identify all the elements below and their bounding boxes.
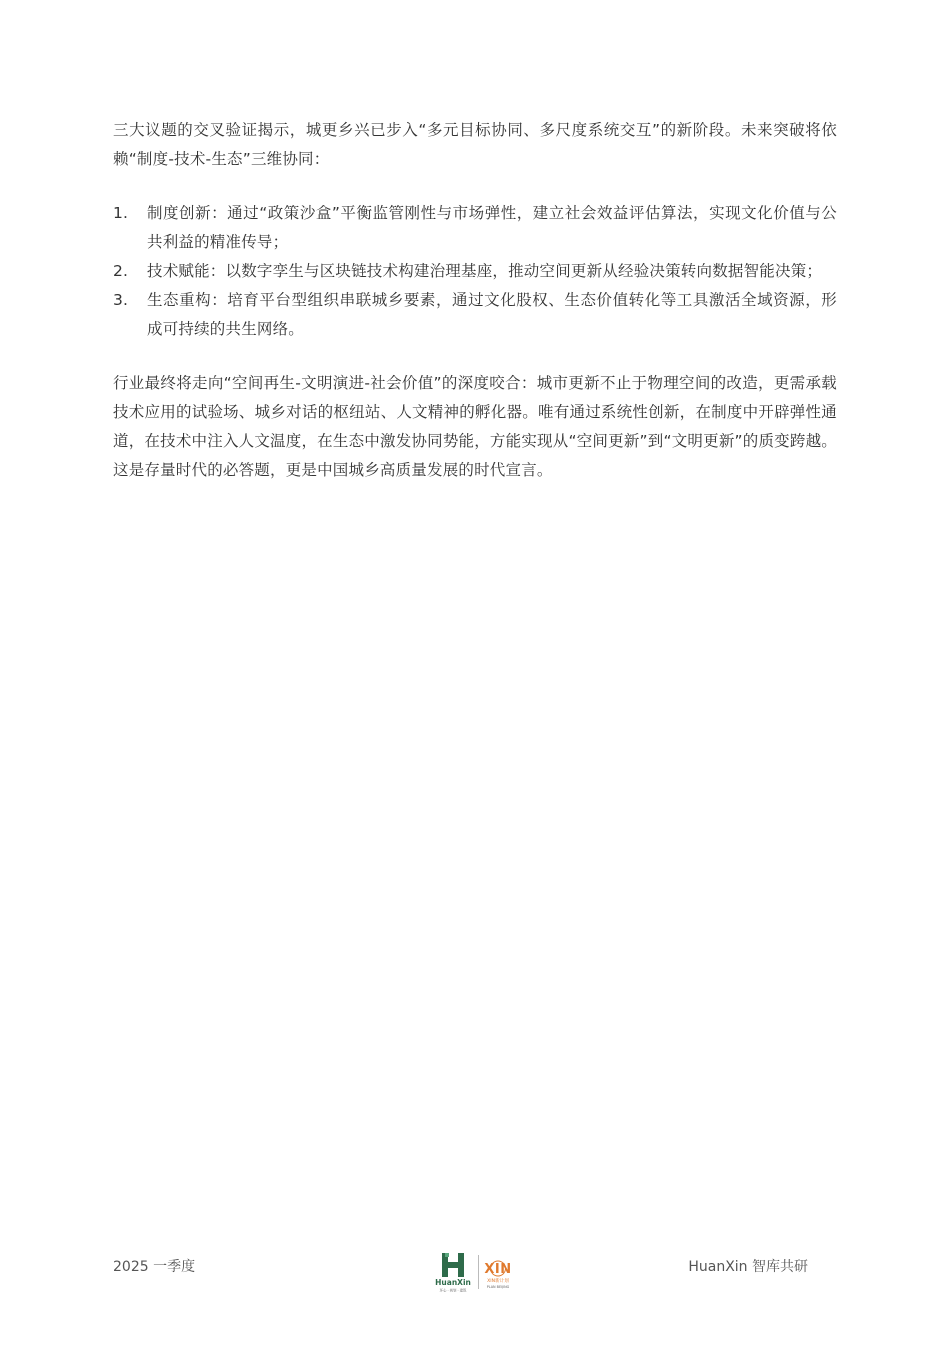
list-item-text: 技术赋能：以数字孪生与区块链技术构建治理基座，推动空间更新从经验决策转向数据智能决策； (147, 262, 823, 280)
conclusion-paragraph: 行业最终将走向“空间再生-文明演进-社会价值”的深度咬合：城市更新不止于物理空间的改造，更需承载技术应用的试验场、城乡对话的枢纽站、人文精神的孵化器。唯有通过系统性创新，在制度中开辟弹性通道，在技术中注入人文温度，在生态中激发协同势能，方能实现从“空间更新”到“文明更新”的质变跨越。这是存量时代的必答题，更是中国城乡高质量发展的时代宣言。 (113, 374, 837, 479)
logo-divider (478, 1255, 479, 1289)
huanxin-logo (432, 1251, 474, 1293)
list-item (113, 286, 837, 344)
list-item-text: 制度创新：通过“政策沙盒”平衡监管刚性与市场弹性，建立社会效益评估算法，实现文化价值与公共利益的精准传导； (147, 204, 837, 251)
xin-logo (482, 1251, 514, 1293)
list-item (113, 257, 837, 286)
xin-logo-tag: PLAN BEIJING (486, 1285, 510, 1289)
footer-brand: HuanXin 智库共研 (688, 1259, 808, 1275)
xin-logo-sub: XIN新计划 (487, 1279, 509, 1284)
list-item-number: 2. (113, 262, 129, 280)
synergy-list (113, 199, 837, 344)
list-item-text: 生态重构：培育平台型组织串联城乡要素，通过文化股权、生态价值转化等工具激活全域资源，形成可持续的共生网络。 (147, 291, 837, 338)
huanxin-logo-tag: 环心 · 规划 · 建筑 (439, 1288, 467, 1293)
huanxin-logo-name: HuanXin (435, 1278, 471, 1287)
xin-logo-name: XIN (484, 1262, 512, 1277)
footer-date: 2025 一季度 (113, 1259, 196, 1275)
intro-paragraph: 三大议题的交叉验证揭示，城更乡兴已步入“多元目标协同、多尺度系统交互”的新阶段。未来突破将依赖“制度-技术-生态”三维协同： (113, 121, 837, 168)
document-body (113, 116, 837, 485)
footer-logos (432, 1251, 514, 1293)
list-item-number: 1. (113, 204, 129, 222)
list-item (113, 199, 837, 257)
list-item-number: 3. (113, 291, 129, 309)
